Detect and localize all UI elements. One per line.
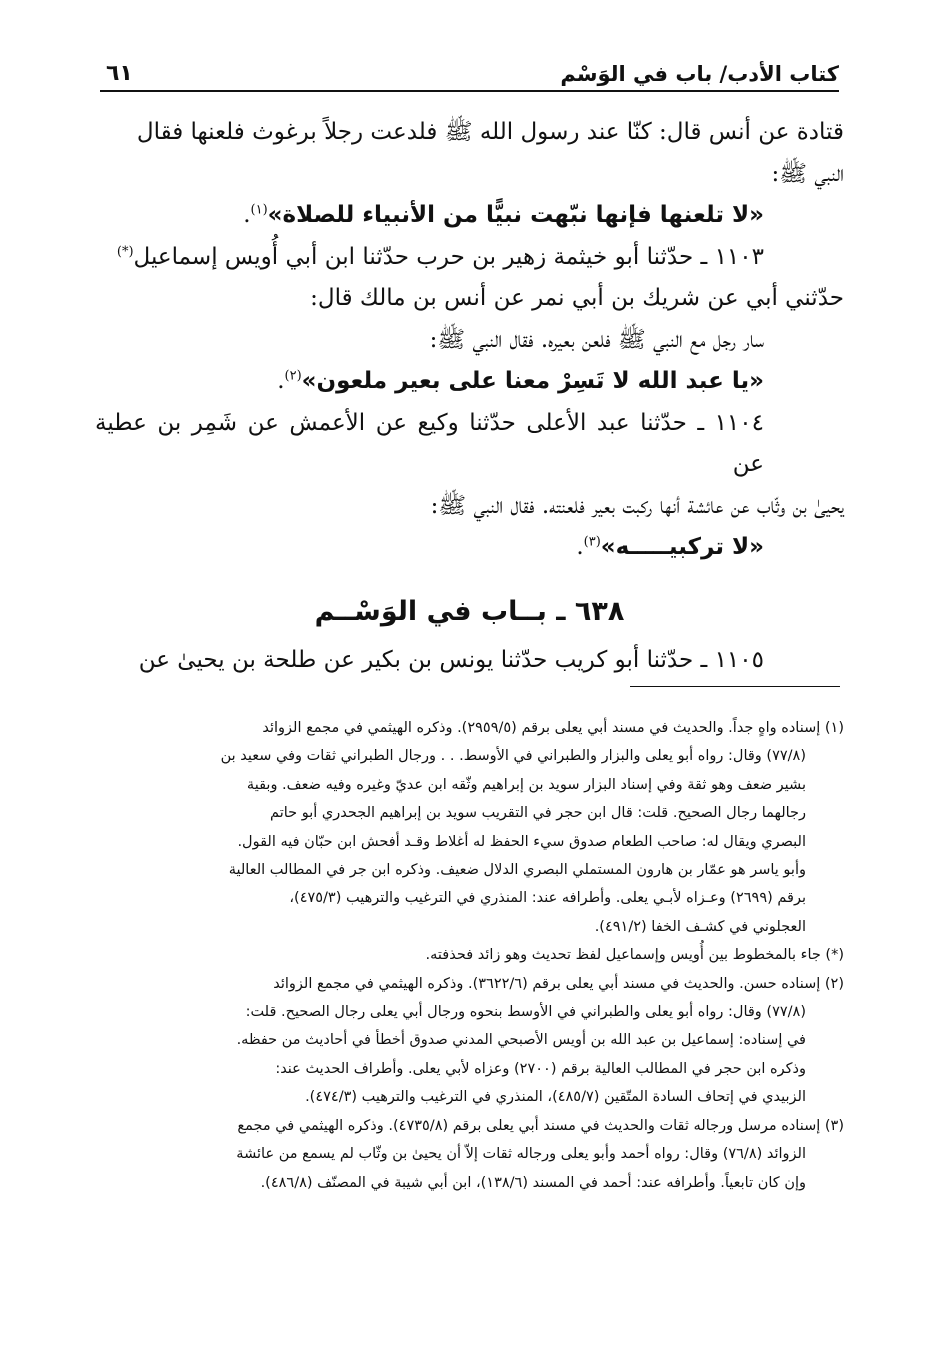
footnote-ref[interactable]: (٣) [583,534,601,550]
footnote-line: الزبيدي في إتحاف السادة المتّقين (٤٨٥/٧)، المنذري في الترغيب والترهيب (٤٧٤/٣). [305,1089,806,1106]
hadith-quote: «يا عبد الله لا تَسِرْ معنا على بعير ملعون» [301,368,764,394]
chapter-running-title: كتاب الأدب/ باب في الوَسْم [560,62,839,86]
page-number: ٦١ [106,61,133,86]
text-line: قتادة عن أنس قال: كنّا عند رسول الله ﷺ فلدعت رجلاً برغوث فلعنها فقال [136,119,844,145]
footnote [95,1112,844,1197]
footnote-ref[interactable]: (١) [250,202,268,218]
chapter-heading: ٦٣٨ ـ بــاب في الوَسْــم [314,595,625,627]
hadith-number-line: ١١٠٤ ـ حدّثنا عبد الأعلى حدّثنا وكيع عن الأعمش عن شَمِر بن عطية عن [95,409,764,477]
footnote-line: برقم (٢٦٩٩) وعـزاه لأبـي يعلى. وأطرافه عند: المنذري في الترغيب والترهيب (٤٧٥/٣)، [289,890,806,907]
footnote-line: العجلوني في كشـف الخفا (٤٩١/٢). [594,918,806,935]
footnotes [95,714,844,1197]
hadith-number-line [95,237,844,279]
footnote [95,714,844,941]
footnote-line: (٢) إسناده حسن. والحديث في مسند أبي يعلى برقم (٣٦٢٢/٦). وذكره الهيثمي في مجمع الزوائد [273,975,844,992]
hadith-text [95,361,844,403]
footnote-line: البصري ويقال له: صاحب الطعام صدوق سيء الحفظ له أغلاط وقـد أفحش ابن حبّان فيه القول. [237,833,806,850]
text-line: يحيىٰ بن وثّاب عن عائشة أنها ركبت بعير فلعنته. فقال النبي ﷺ: [430,492,844,519]
footnote-line: (*) جاء بالمخطوط بين أُويس وإسماعيل لفظ تحديث وهو زائد فحذفته. [425,947,844,964]
footnote-line: الزوائد (٧٦/٨) وقال: رواه أحمد وأبو يعلى ورجاله ثقات إلاّ أن يحيىٰ بن وثّاب لم يسمع من عائشة [236,1146,806,1163]
running-head [100,50,839,92]
footnote-line: (٧٧/٨) وقال: رواه أبو يعلى والبزار والطبراني في الأوسط. . . ورجال الطبراني ثقات وفي سعيد بن [220,748,806,765]
footnote-line: (٧٧/٨) وقال: رواه أبو يعلى والطبراني في الأوسط بنحوه ورجال أبي يعلى رجال الصحيح. قلت: [245,1004,806,1021]
footnote-line: بشير ضعف وهو ثقة وفي إسناد البزار سويد بن إبراهيم وثّقه ابن عديّ وغيره وفيه ضعف. وبقية [246,776,806,793]
hadith-text [95,527,844,569]
text-line: سار رجل مع النبي ﷺ فلعن بعيره. فقال النبي ﷺ: [429,326,764,353]
hadith-quote: «لا تلعنها فإنها نبّهت نبيًّا من الأنبياء للصلاة» [267,202,764,228]
footnote-line: وذكره ابن حجر في المطالب العالية برقم (٢٧٠٠) وعزاه لأبي يعلى. وأطراف الحديث عند: [275,1060,806,1077]
footnote-ref[interactable]: (٢) [284,368,302,384]
text-line: حدّثني أبي عن شريك بن أبي نمر عن أنس بن مالك قال: [310,285,844,311]
footnote [95,941,844,969]
full-stop: . [277,368,285,394]
main-text [95,112,844,682]
footnote-separator [630,686,840,687]
footnote-ref[interactable]: (*) [116,243,134,259]
hadith-number-line: ١١٠٥ ـ حدّثنا أبو كريب حدّثنا يونس بن بكير عن طلحة بن يحيىٰ عن [138,647,764,673]
full-stop: . [576,534,584,560]
full-stop: . [243,202,251,228]
hadith-text [95,195,844,237]
hadith-quote: «لا تركبيـــــه» [600,534,764,560]
footnote-line: وإن كان تابعياً. وأطرافه عند: أحمد في المسند (١٣٨/٦)، ابن أبي شيبة في المصنّف (٤٨٦/٨). [260,1174,806,1191]
footnote [95,970,844,1112]
footnote-line: وأبو ياسر هو عمّار بن هارون المستملي البصري الدلال ضعيف. وذكره ابن جر في المطالب العالية [228,862,806,879]
footnote-line: رجالهما رجال الصحيح. قلت: قال ابن حجر في التقريب سويد بن إبراهيم الجحدري أبو حاتم [270,805,806,822]
footnote-line: (١) إسناده واهٍ جداً. والحديث في مسند أبي يعلى برقم (٢٩٥٩/٥). وذكره الهيثمي في مجمع الزوائد [262,720,844,736]
footnote-line: (٣) إسناده مرسل ورجاله ثقات والحديث في مسند أبي يعلى برقم (٤٧٣٥/٨). وذكره الهيثمي في مجمع [237,1117,844,1134]
text-line: النبي ﷺ: [771,160,844,187]
footnote-line: في إسناده: إسماعيل بن عبد الله بن أويس الأصبحي المدني صدوق أخطأ في أحاديث من حفظه. [236,1032,806,1049]
text-span: ١١٠٣ ـ حدّثنا أبو خيثمة زهير بن حرب حدّثنا ابن أبي أُويس إسماعيل [133,243,764,270]
